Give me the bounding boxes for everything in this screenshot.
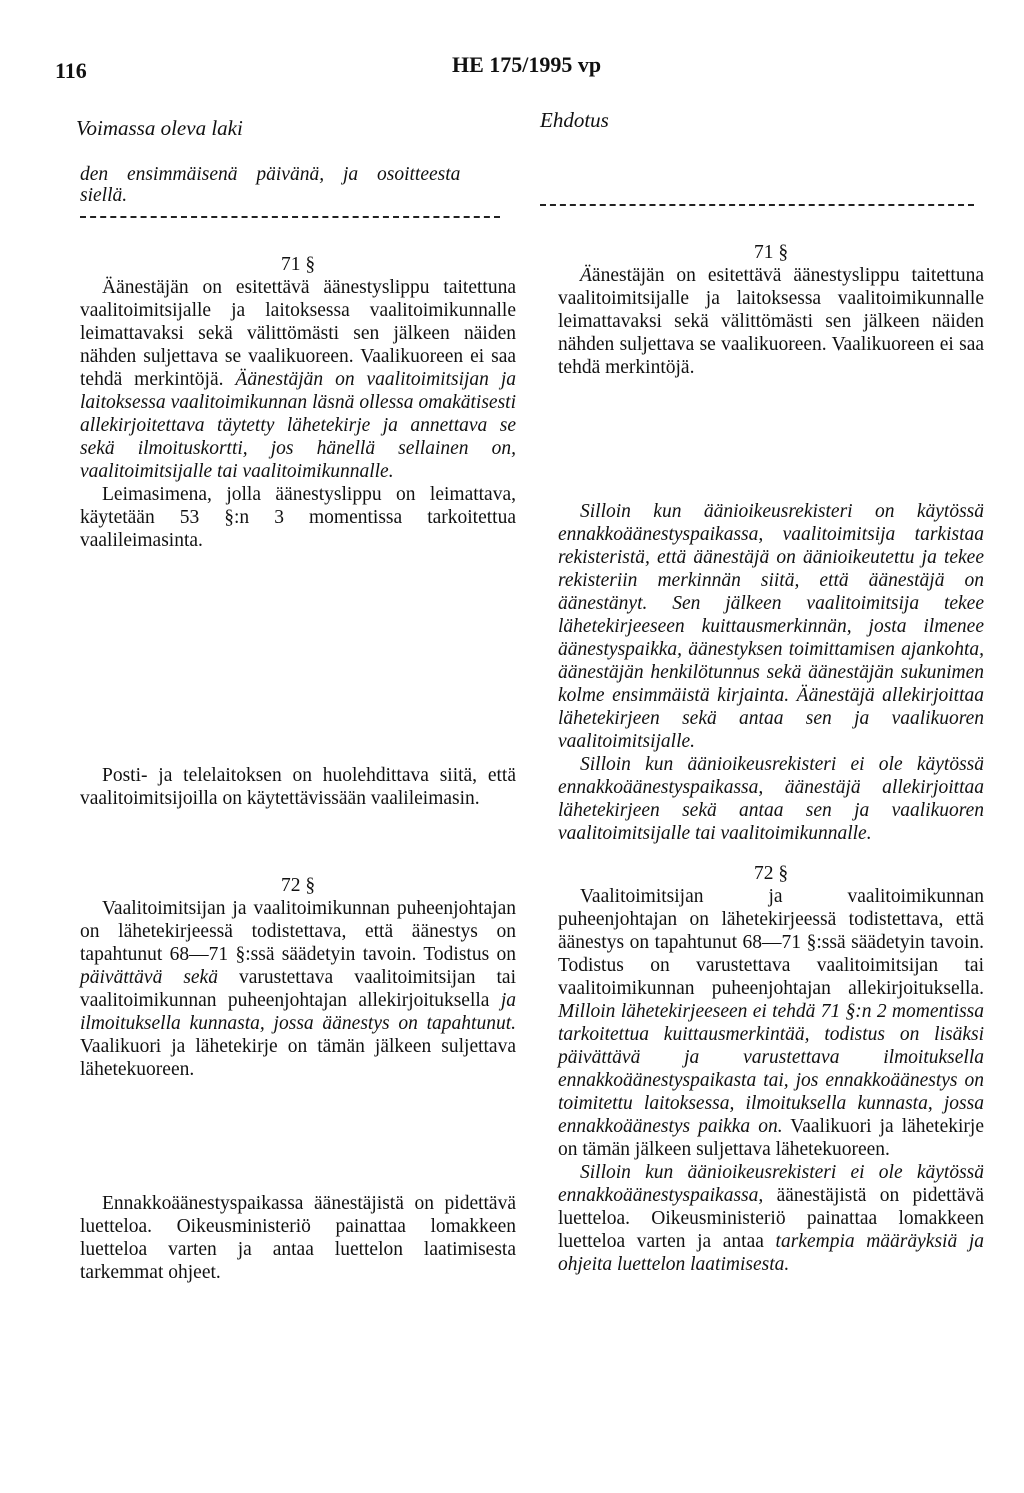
section-72-paragraph-2: Ennakkoäänestyspaikassa äänestäjistä on pidettävä luetteloa. Oikeusministeriö painattaa lomakkeen luetteloa varten ja antaa luettelon laatimisesta tarkemmat ohjeet. xyxy=(80,1193,516,1283)
right-column-heading: Ehdotus xyxy=(540,108,609,132)
right-section-72-text-c: Vaalikuori ja lähetekirje on tämän jälkeen suljettava lähetekuoreen. xyxy=(558,1116,984,1160)
section-71-text: Äänestäjän on esitettävä äänestyslippu taitettuna vaalitoimitsijalle ja laitoksessa vaalitoimikunnalle leimattavaksi sekä välittömästi sen jälkeen näiden nähden suljettava se vaalikuoreen. Vaalikuoreen ei saa tehdä merkintöjä. xyxy=(80,277,516,390)
right-section-72 xyxy=(558,862,984,1276)
section-72-text-c: varustettava vaalitoimitsijan tai vaalitoimikunnan puheenjohtajan allekirjoituksella xyxy=(80,967,517,1011)
left-column-heading: Voimassa oleva laki xyxy=(76,116,243,140)
section-71-paragraph-1 xyxy=(80,276,516,483)
right-divider xyxy=(540,204,974,206)
section-72-italic-b: päivättävä sekä xyxy=(80,967,218,988)
document-title: HE 175/1995 vp xyxy=(452,52,602,77)
right-section-71 xyxy=(558,241,984,379)
left-intro xyxy=(80,163,516,207)
left-divider xyxy=(80,216,500,218)
right-section-71-text: änestäjän on esitettävä äänestyslippu taitettuna vaalitoimitsijalle ja laitoksessa vaalitoimikunnalle leimattavaksi sekä välittömästi sen jälkeen näiden nähden suljettava se vaalikuoreen. Vaalikuoreen ei saa tehdä merkintöjä. xyxy=(558,265,984,378)
left-intro-line: den ensimmäisenä päivänä, ja osoitteesta xyxy=(80,164,461,185)
section-72-number: 72 § xyxy=(280,875,316,896)
right-section-72-paragraph-2 xyxy=(558,1161,984,1276)
section-71-italic-text: Äänestäjän on vaalitoimitsijan ja laitoksessa vaalitoimikunnan läsnä ollessa omakätisesti allekirjoitettava täytetty lähetekirje ja annettava se sekä ilmoituskortti, jos hänellä sellainen on, vaalitoimitsijalle tai vaalitoimikunnalle. xyxy=(80,369,517,482)
right-section-72-italic-a: Silloin kun äänioikeusrekisteri ei ole käytössä ennakkoäänestyspaikassa, xyxy=(558,1162,984,1206)
right-section-72-text-b: äänestäjistä on pidettävä luetteloa. Oikeusministeriö painattaa lomakkeen luetteloa varten ja antaa xyxy=(558,1185,985,1252)
right-section-71-paragraph-3: Silloin kun äänioikeusrekisteri ei ole käytössä ennakkoäänestyspaikassa, äänestäjä allekirjoittaa lähetekirjeen sekä antaa sen ja vaalikuoren vaalitoimitsijalle tai vaalitoimikunnalle. xyxy=(558,754,984,844)
right-section-71-number: 71 § xyxy=(753,242,789,263)
section-72-text-e: Vaalikuori ja lähetekirje on tämän jälkeen suljettava lähetekuoreen. xyxy=(80,1036,516,1080)
left-section-72 xyxy=(80,874,516,1081)
right-section-71-more xyxy=(558,500,984,845)
right-section-71-paragraph-2: Silloin kun äänioikeusrekisteri on käytössä ennakkoäänestyspaikassa, vaalitoimitsija tarkistaa rekisteristä, että äänestäjä on äänioikeutettu ja tekee rekisteriin merkinnän siitä, että äänestäjä on äänestänyt. Sen jälkeen vaalitoimitsija tekee lähetekirjeeseen kuittausmerkinnän, josta ilmenee äänestyspaikka, äänestyksen toimittamisen ajankohta, äänestäjän henkilötunnus sekä äänestäjän sukunimen kolme ensimmäistä kirjainta. Äänestäjä allekirjoittaa lähetekirjeen sekä antaa sen ja vaalikuoren vaalitoimitsijalle. xyxy=(558,501,984,752)
right-section-72-italic-c: tarkempia määräyksiä ja ohjeita luettelon laatimisesta. xyxy=(558,1231,984,1275)
left-section-71-p3 xyxy=(80,764,516,810)
right-section-72-number: 72 § xyxy=(753,863,789,884)
left-section-71 xyxy=(80,253,516,552)
left-intro-end: siellä. xyxy=(80,185,128,206)
right-section-72-text-a: Vaalitoimitsijan ja vaalitoimikunnan puheenjohtajan on lähetekirjeessä todistettava, että äänestys on tapahtunut 68—71 §:ssä säädetyin tavoin. Todistus on varustettava vaalitoimitsijan tai vaalitoimikunnan puheenjohtajan allekirjoituksella. xyxy=(558,886,984,999)
right-section-71-paragraph-1 xyxy=(558,264,984,379)
section-71-paragraph-2: Leimasimena, jolla äänestyslippu on leimattava, käytetään 53 §:n 3 momentissa tarkoitettua vaalileimasinta. xyxy=(80,484,516,551)
section-71-paragraph-3: Posti- ja telelaitoksen on huolehdittava siitä, että vaalitoimitsijoilla on käytettävissään vaalileimasin. xyxy=(80,765,516,809)
left-section-72-p2 xyxy=(80,1192,516,1284)
right-section-72-paragraph-1 xyxy=(558,885,984,1161)
section-72-text-a: Vaalitoimitsijan ja vaalitoimikunnan puheenjohtajan on lähetekirjeessä todistettava, että äänestys on tapahtunut 68—71 §:ssä säädetyin tavoin. Todistus on xyxy=(80,898,516,965)
section-72-paragraph-1 xyxy=(80,897,516,1081)
right-section-71-initial: Ä xyxy=(580,265,592,286)
section-72-italic-d: ja ilmoituksella kunnasta, jossa äänestys on tapahtunut. xyxy=(80,990,517,1034)
page-number: 116 xyxy=(55,58,87,83)
section-71-number: 71 § xyxy=(280,254,316,275)
right-section-72-italic-b: Milloin lähetekirjeeseen ei tehdä 71 §:n 2 momentissa tarkoitettua kuittausmerkintää, todistus on lisäksi päivättävä ja varustettava ilmoituksella ennakkoäänestyspaikasta tai, jos ennakkoäänestys on toimitettu laitoksessa, ilmoituksella kunnasta, jossa ennakkoäänestys paikka on. xyxy=(558,1001,984,1137)
